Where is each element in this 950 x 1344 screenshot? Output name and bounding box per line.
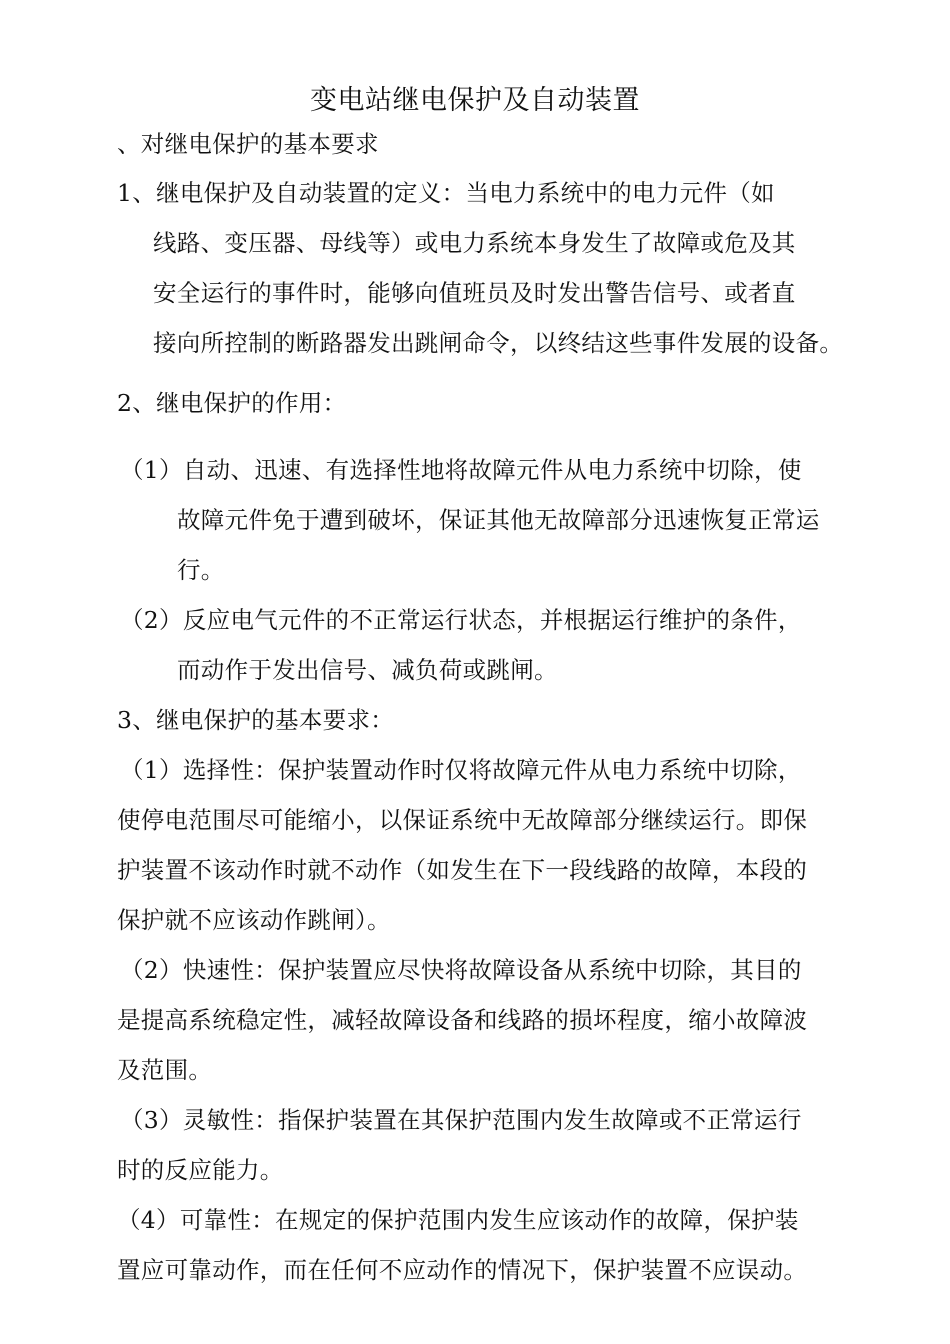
s1-line-1: 1、继电保护及自动装置的定义：当电力系统中的电力元件（如 bbox=[117, 179, 775, 207]
s3-a-line-2: 使停电范围尽可能缩小，以保证系统中无故障部分继续运行。即保 bbox=[117, 806, 808, 834]
s1-line-4: 接向所控制的断路器发出跳闸命令，以终结这些事件发展的设备。 bbox=[153, 329, 844, 357]
s1-line-3: 安全运行的事件时，能够向值班员及时发出警告信号、或者直 bbox=[153, 279, 796, 307]
section-heading: 、对继电保护的基本要求 bbox=[117, 130, 379, 158]
s3-a-line-4: 保护就不应该动作跳闸）。 bbox=[117, 906, 391, 934]
s2-p2-line-1: （2）反应电气元件的不正常运行状态，并根据运行维护的条件， bbox=[120, 606, 802, 634]
s3-d-line-2: 置应可靠动作，而在任何不应动作的情况下，保护装置不应误动。 bbox=[117, 1256, 808, 1284]
s3-c-line-2: 时的反应能力。 bbox=[117, 1156, 284, 1184]
s3-b-line-2: 是提高系统稳定性，减轻故障设备和线路的损坏程度，缩小故障波 bbox=[117, 1006, 808, 1034]
s1-line-2: 线路、变压器、母线等）或电力系统本身发生了故障或危及其 bbox=[153, 229, 796, 257]
s3-b-line-3: 及范围。 bbox=[117, 1056, 213, 1084]
s3-d-line-1: （4）可靠性：在规定的保护范围内发生应该动作的故障，保护装 bbox=[117, 1206, 799, 1234]
document-title: 变电站继电保护及自动装置 bbox=[310, 85, 640, 116]
s2-p1-line-2: 故障元件免于遭到破坏，保证其他无故障部分迅速恢复正常运 bbox=[177, 506, 820, 534]
s2-p1-line-3: 行。 bbox=[177, 556, 225, 584]
s3-a-line-3: 护装置不该动作时就不动作（如发生在下一段线路的故障，本段的 bbox=[117, 856, 808, 884]
s3-a-line-1: （1）选择性：保护装置动作时仅将故障元件从电力系统中切除， bbox=[120, 756, 802, 784]
s3-c-line-1: （3）灵敏性：指保护装置在其保护范围内发生故障或不正常运行 bbox=[120, 1106, 802, 1134]
s3-b-line-1: （2）快速性：保护装置应尽快将故障设备从系统中切除，其目的 bbox=[120, 956, 802, 984]
s2-p1-line-1: （1）自动、迅速、有选择性地将故障元件从电力系统中切除，使 bbox=[120, 456, 802, 484]
s3-heading: 3、继电保护的基本要求： bbox=[117, 706, 395, 734]
s2-p2-line-2: 而动作于发出信号、减负荷或跳闸。 bbox=[177, 656, 558, 684]
s2-heading: 2、继电保护的作用： bbox=[117, 389, 347, 417]
